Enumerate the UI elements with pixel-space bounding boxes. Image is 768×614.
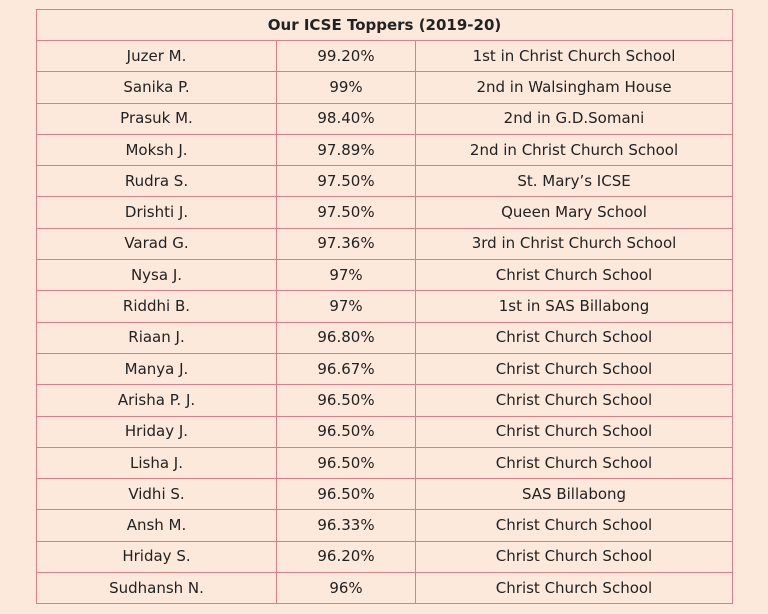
table-title: Our ICSE Toppers (2019-20) xyxy=(37,10,733,41)
table-row xyxy=(37,228,733,259)
student-name-cell: Rudra S. xyxy=(37,166,277,197)
achievement-cell: 2nd in Walsingham House xyxy=(416,72,733,103)
table-row xyxy=(37,291,733,322)
table-row xyxy=(37,447,733,478)
student-name-cell: Arisha P. J. xyxy=(37,385,277,416)
achievement-cell: 1st in Christ Church School xyxy=(416,41,733,72)
achievement-cell: 2nd in G.D.Somani xyxy=(416,103,733,134)
table-row xyxy=(37,134,733,165)
achievement-cell: 3rd in Christ Church School xyxy=(416,228,733,259)
table-body xyxy=(37,41,733,604)
achievement-cell: Christ Church School xyxy=(416,510,733,541)
table-row xyxy=(37,541,733,572)
student-name-cell: Riaan J. xyxy=(37,322,277,353)
table-row xyxy=(37,41,733,72)
table-row xyxy=(37,353,733,384)
score-cell: 97.89% xyxy=(277,134,416,165)
student-name-cell: Prasuk M. xyxy=(37,103,277,134)
score-cell: 96.50% xyxy=(277,385,416,416)
score-cell: 96% xyxy=(277,573,416,604)
student-name-cell: Sanika P. xyxy=(37,72,277,103)
student-name-cell: Sudhansh N. xyxy=(37,573,277,604)
achievement-cell: Christ Church School xyxy=(416,541,733,572)
score-cell: 96.20% xyxy=(277,541,416,572)
achievement-cell: SAS Billabong xyxy=(416,479,733,510)
score-cell: 96.80% xyxy=(277,322,416,353)
score-cell: 97.50% xyxy=(277,197,416,228)
score-cell: 96.50% xyxy=(277,447,416,478)
student-name-cell: Hriday J. xyxy=(37,416,277,447)
achievement-cell: 2nd in Christ Church School xyxy=(416,134,733,165)
student-name-cell: Hriday S. xyxy=(37,541,277,572)
score-cell: 96.50% xyxy=(277,416,416,447)
toppers-table xyxy=(36,9,733,604)
student-name-cell: Vidhi S. xyxy=(37,479,277,510)
achievement-cell: 1st in SAS Billabong xyxy=(416,291,733,322)
achievement-cell: Christ Church School xyxy=(416,447,733,478)
score-cell: 97% xyxy=(277,291,416,322)
achievement-cell: Christ Church School xyxy=(416,322,733,353)
score-cell: 97.36% xyxy=(277,228,416,259)
student-name-cell: Lisha J. xyxy=(37,447,277,478)
achievement-cell: Christ Church School xyxy=(416,353,733,384)
student-name-cell: Riddhi B. xyxy=(37,291,277,322)
score-cell: 96.33% xyxy=(277,510,416,541)
score-cell: 99% xyxy=(277,72,416,103)
student-name-cell: Moksh J. xyxy=(37,134,277,165)
table-row xyxy=(37,103,733,134)
table-row xyxy=(37,72,733,103)
table-row xyxy=(37,416,733,447)
achievement-cell: Christ Church School xyxy=(416,573,733,604)
table-row xyxy=(37,260,733,291)
student-name-cell: Drishti J. xyxy=(37,197,277,228)
score-cell: 97% xyxy=(277,260,416,291)
table-row xyxy=(37,510,733,541)
score-cell: 99.20% xyxy=(277,41,416,72)
table-header-row xyxy=(37,10,733,41)
table-row xyxy=(37,479,733,510)
student-name-cell: Nysa J. xyxy=(37,260,277,291)
student-name-cell: Ansh M. xyxy=(37,510,277,541)
table-row xyxy=(37,385,733,416)
score-cell: 96.67% xyxy=(277,353,416,384)
student-name-cell: Varad G. xyxy=(37,228,277,259)
achievement-cell: Queen Mary School xyxy=(416,197,733,228)
table-row xyxy=(37,197,733,228)
student-name-cell: Juzer M. xyxy=(37,41,277,72)
student-name-cell: Manya J. xyxy=(37,353,277,384)
achievement-cell: Christ Church School xyxy=(416,260,733,291)
score-cell: 96.50% xyxy=(277,479,416,510)
table-row xyxy=(37,573,733,604)
achievement-cell: Christ Church School xyxy=(416,385,733,416)
score-cell: 97.50% xyxy=(277,166,416,197)
table-row xyxy=(37,322,733,353)
achievement-cell: Christ Church School xyxy=(416,416,733,447)
score-cell: 98.40% xyxy=(277,103,416,134)
table-row xyxy=(37,166,733,197)
achievement-cell: St. Mary’s ICSE xyxy=(416,166,733,197)
